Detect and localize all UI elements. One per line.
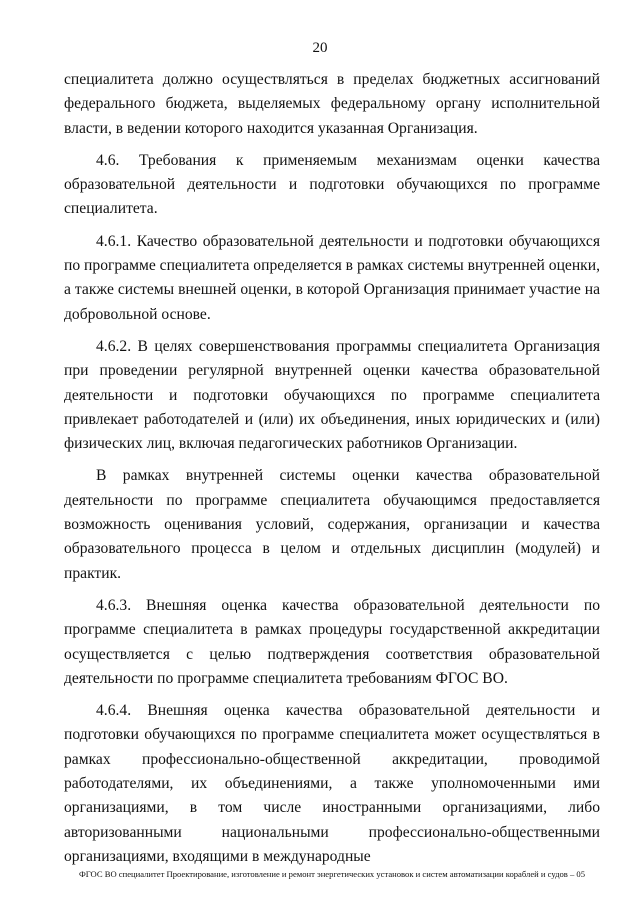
document-body xyxy=(64,68,600,877)
paragraph-4-6-1: 4.6.1. Качество образовательной деятельности и подготовки обучающихся по программе специалитета определяется в рамках системы внутренней оценки, а также системы внешней оценки, в которой Организация принимает участие на добровольной основе. xyxy=(64,232,600,323)
page-number: 20 xyxy=(312,40,328,56)
paragraph-4-6-3: 4.6.3. Внешняя оценка качества образовательной деятельности по программе специалитета в рамках процедуры государственной аккредитации осуществляется с целью подтверждения соответствия образовательной деятельности по программе специалитета требованиям ФГОС ВО. xyxy=(64,596,600,687)
page-footer: ФГОС ВО специалитет Проектирование, изготовление и ремонт энергетических установок и систем автоматизации кораблей и судов – 05 xyxy=(78,869,585,879)
paragraph-continuation: специалитета должно осуществляться в пределах бюджетных ассигнований федерального бюджета, выделяемых федеральному органу исполнительной власти, в ведении которого находится указанная Организация. xyxy=(64,71,600,137)
paragraph-4-6: 4.6. Требования к применяемым механизмам оценки качества образовательной деятельности и подготовки обучающихся по программе специалитета. xyxy=(64,151,600,218)
paragraph-4-6-2: 4.6.2. В целях совершенствования программы специалитета Организация при проведении регулярной внутренней оценки качества образовательной деятельности и подготовки обучающихся по программе специалитета привлекает работодателей и (или) их объединения, иных юридических и (или) физических лиц, включая педагогических работников Организации. xyxy=(64,337,600,453)
paragraph-4-6-4: 4.6.4. Внешняя оценка качества образовательной деятельности и подготовки обучающихся по программе специалитета может осуществляться в рамках профессионально-общественной аккредитации, проводимой работодателями, их объединениями, а также уполномоченными ими организациями, в том числе иностранными организациями, либо авторизованными национальными профессионально-общественными организациями, входящими в международные xyxy=(64,702,600,865)
paragraph-internal-assessment: В рамках внутренней системы оценки качества образовательной деятельности по программе специалитета обучающимся предоставляется возможность оценивания условий, содержания, организации и качества образовательного процесса в целом и отдельных дисциплин (модулей) и практик. xyxy=(64,467,600,582)
